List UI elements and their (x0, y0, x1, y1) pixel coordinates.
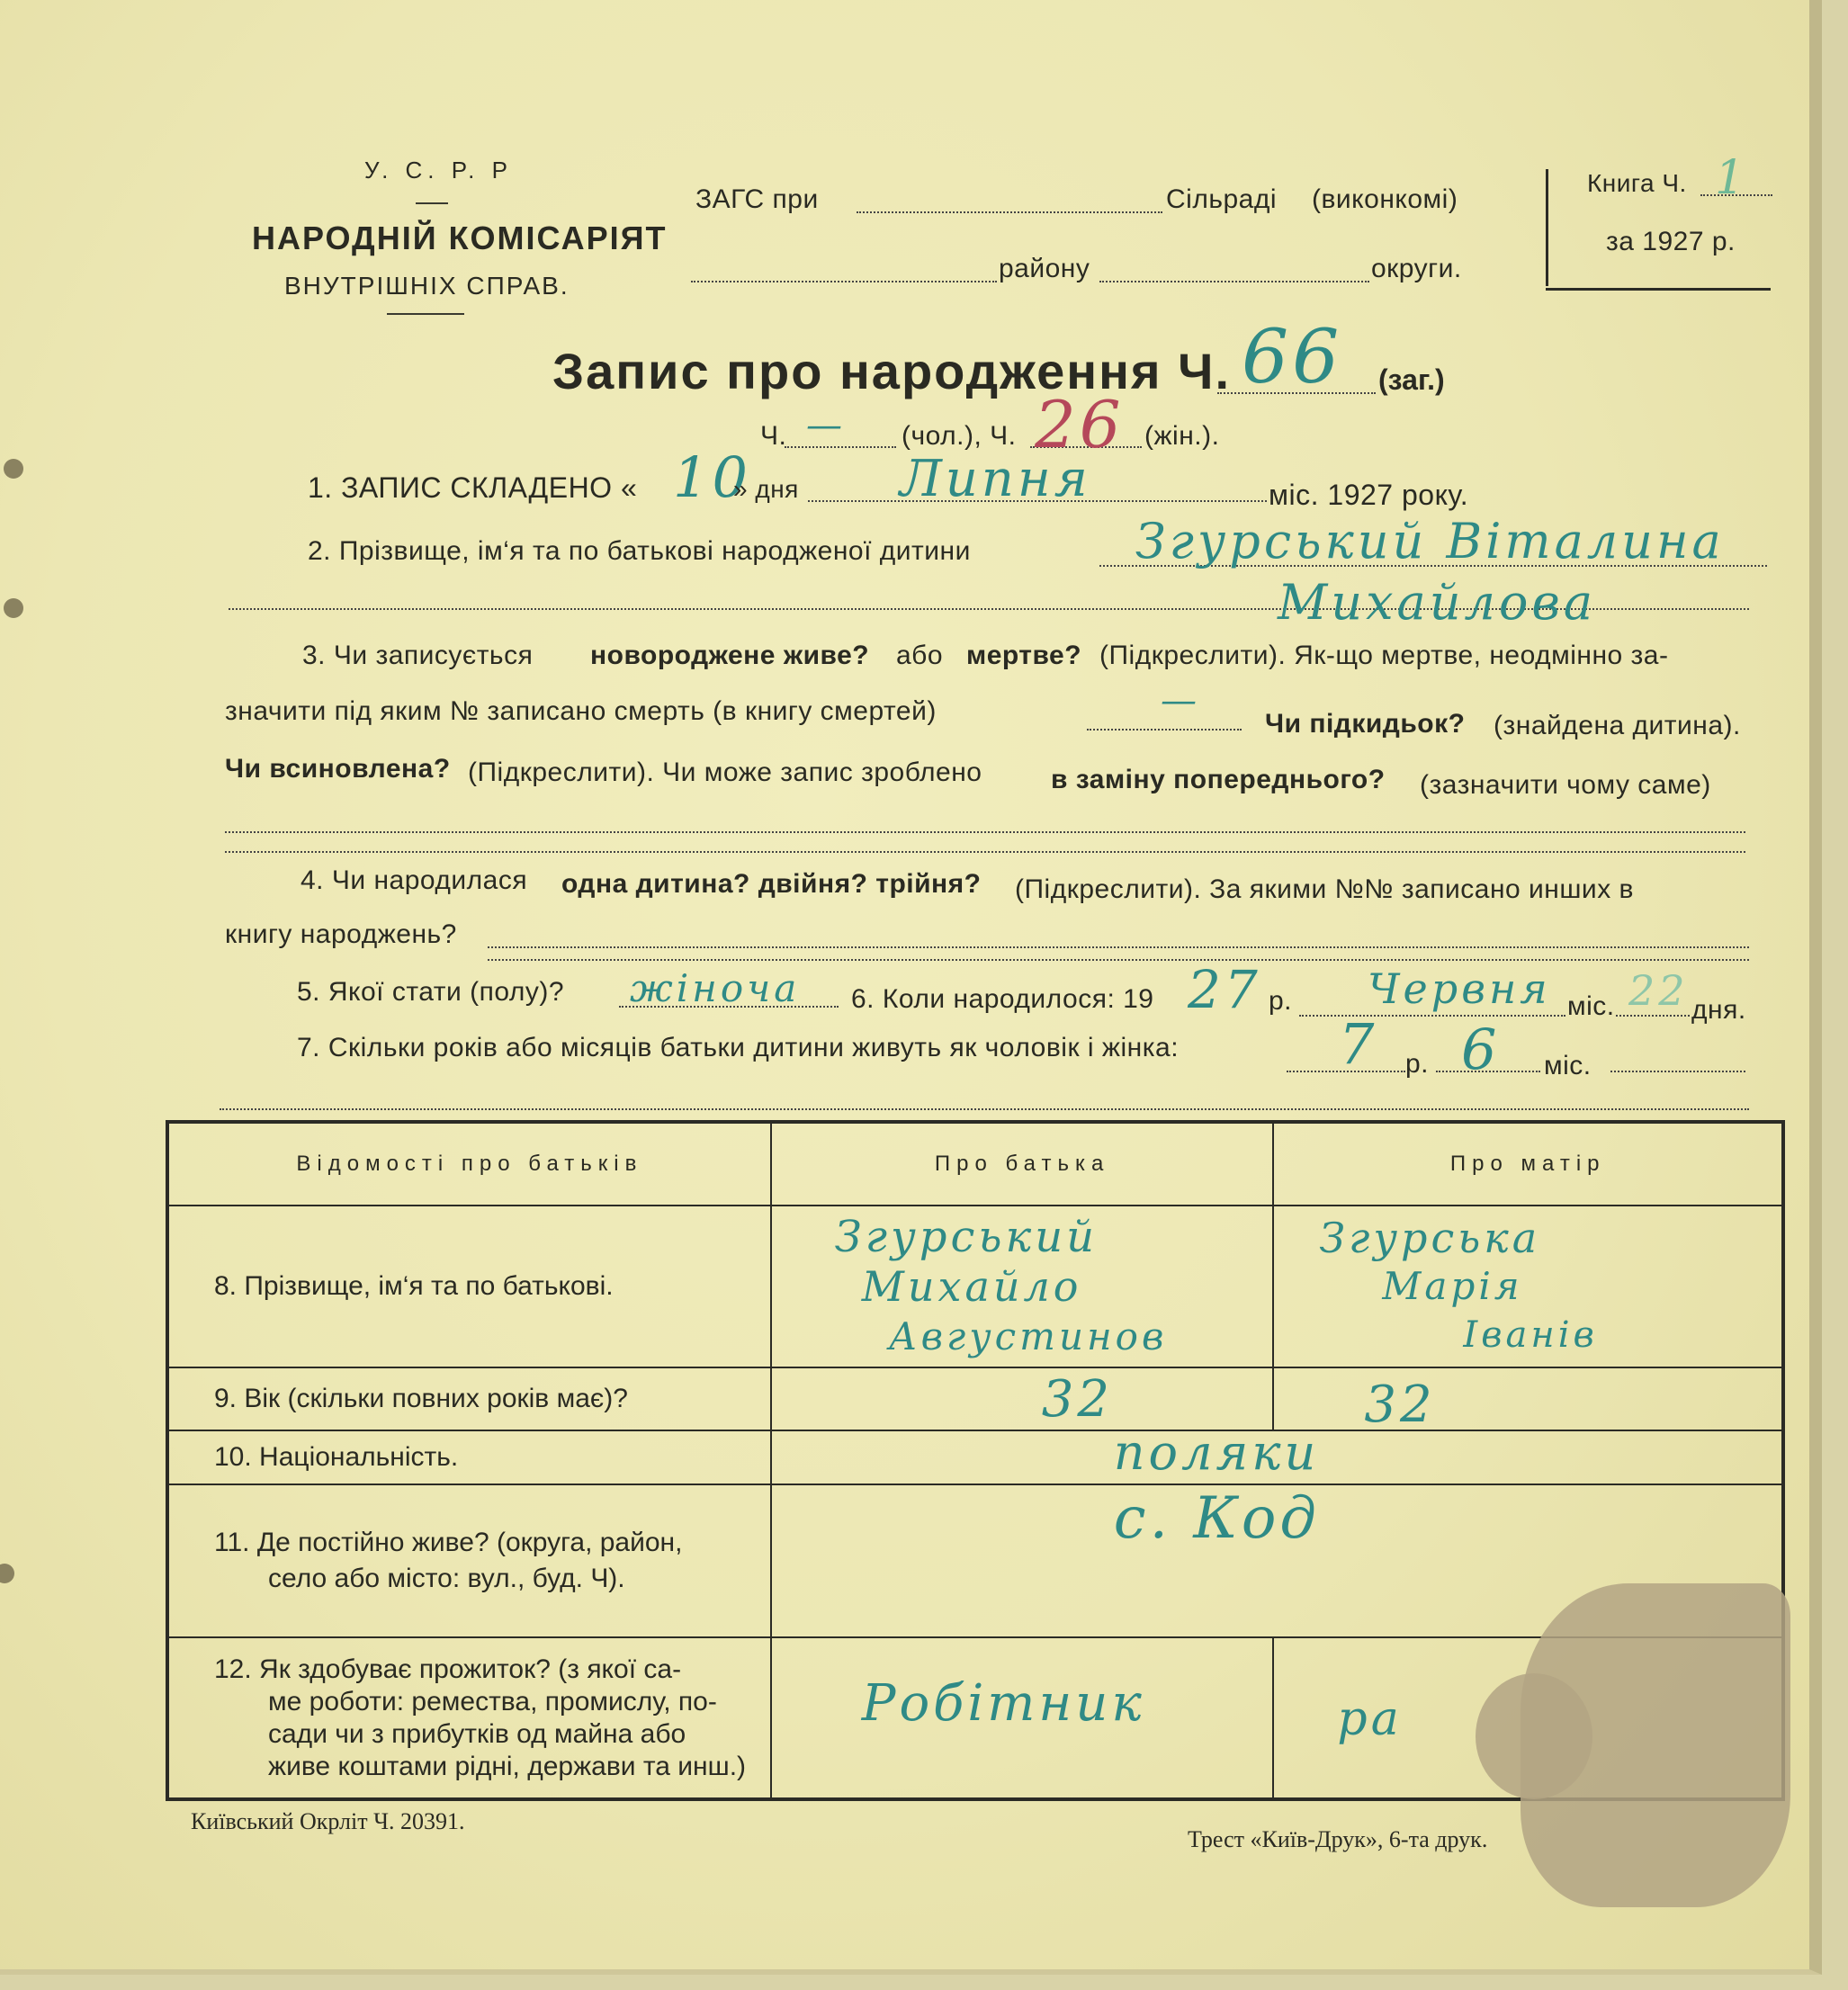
item7-years-handwritten: 7 (1339, 1011, 1378, 1077)
item7-months-handwritten: 6 (1461, 1017, 1501, 1082)
occupation-label-line1: 12. Як здобуває прожиток? (з якої са- (214, 1654, 682, 1684)
item7-field-tail[interactable] (1610, 1071, 1745, 1072)
item4-line1-c: (Підкреслити). За якими №№ записано инших в (1015, 874, 1634, 904)
occupation-label-line3: сади чи з прибутків од майна або (268, 1718, 686, 1749)
father-occupation-cell[interactable] (771, 1637, 1274, 1799)
item3-line1-a: 3. Чи записується (302, 641, 534, 670)
item3-line2-a: значити під яким № записано смерть (в книгу смертей) (225, 696, 937, 726)
occupation-label-line4: живе коштами рідні, держави та инш.) (268, 1751, 747, 1781)
item5-label: 5. Якої стати (полу)? (297, 977, 565, 1007)
item1-suffix: міс. 1927 року. (1269, 479, 1469, 511)
item3-line1-d: мертве? (966, 641, 1082, 670)
item3-death-number-handwritten: — (1161, 680, 1200, 722)
item3-line1-e: (Підкреслити). Як-що мертве, неодмінно за- (1099, 641, 1669, 670)
commissariat-subtitle: ВНУТРІШНІХ СПРАВ. (284, 272, 570, 300)
record-title: Запис про народження Ч. (552, 343, 1232, 399)
row-label-residence (167, 1484, 771, 1637)
residence-value: с. Код (1113, 1485, 1320, 1552)
item7-mis: міс. (1544, 1051, 1592, 1080)
book-number-handwritten: 1 (1715, 151, 1749, 205)
female-number-handwritten: 26 (1035, 387, 1125, 462)
table-header-row (167, 1122, 1783, 1206)
item4-other-numbers-field-2[interactable] (488, 959, 1749, 961)
item1-month-handwritten: Липня (900, 450, 1091, 508)
male-suffix: (чол.), Ч. (902, 421, 1017, 451)
male-number-handwritten: — (806, 405, 846, 446)
zags-exec-label: (виконкомі) (1312, 184, 1458, 214)
item4-other-numbers-field[interactable] (488, 946, 1749, 948)
residence-label-line1: 11. Де постійно живе? (округа, район, (214, 1528, 683, 1557)
item3-replacement-field-2[interactable] (225, 851, 1745, 853)
republic-label: У. С. Р. Р (364, 157, 513, 184)
okrug-label: округи. (1371, 254, 1462, 283)
footer-left: Київський Окрліт Ч. 20391. (191, 1808, 465, 1834)
item2-value-line2: Михайлова (1278, 574, 1597, 631)
item1-prefix: 1. ЗАПИС СКЛАДЕНО « (308, 471, 638, 504)
item1-mid: » дня (733, 475, 799, 503)
district-field[interactable] (691, 281, 997, 282)
book-box-left (1546, 169, 1548, 286)
item3-replacement-field[interactable] (225, 831, 1745, 833)
nationality-cell[interactable] (771, 1424, 1783, 1484)
father-age: 32 (1041, 1370, 1114, 1429)
item3-line2-c: (знайдена дитина). (1494, 711, 1741, 740)
table-row-name (167, 1206, 1783, 1367)
district-label: району (999, 254, 1090, 283)
zags-council-field[interactable] (857, 211, 1162, 213)
father-name-cell[interactable] (771, 1206, 1274, 1367)
item2-label: 2. Прізвище, ім‘я та по батькові народженої дитини (308, 536, 971, 566)
mother-name-cell[interactable] (1273, 1206, 1783, 1367)
item3-line3-a: Чи всиновлена? (225, 754, 451, 784)
item7-r: р. (1405, 1049, 1430, 1079)
item7-field-line2[interactable] (220, 1108, 1749, 1110)
item4-line1-a: 4. Чи народилася (301, 865, 528, 895)
item3-death-number-field[interactable] (1087, 729, 1242, 731)
item3-line3-c: в заміну попереднього? (1051, 765, 1386, 794)
item5-sex-handwritten: жіноча (630, 966, 801, 1010)
item2-value-line1: Згурський Віталина (1135, 513, 1725, 569)
header-info: Відомості про батьків (167, 1122, 771, 1206)
item4-line2: книгу народжень? (225, 919, 457, 949)
mother-given-name: Марія (1382, 1264, 1523, 1308)
residence-label-line2: село або місто: вул., буд. Ч). (268, 1564, 625, 1593)
father-age-cell[interactable] (771, 1367, 1274, 1430)
item1-day-handwritten: 10 (673, 444, 751, 510)
item6-mis: міс. (1567, 991, 1615, 1021)
table-row-residence (167, 1484, 1783, 1637)
mother-age-cell[interactable] (1273, 1367, 1783, 1434)
row-label-age: 9. Вік (скільки повних років має)? (167, 1367, 771, 1430)
item3-line1-b: новороджене живе? (590, 641, 870, 670)
item6-label: 6. Коли народилося: 19 (851, 984, 1154, 1014)
item6-day-field[interactable] (1616, 1015, 1690, 1017)
item3-line3-d: (зазначити чому саме) (1420, 770, 1711, 800)
table-row-nationality (167, 1430, 1783, 1484)
occupation-label-line2: ме роботи: ремества, промислу, по- (268, 1686, 717, 1717)
general-suffix: (заг.) (1378, 363, 1445, 396)
table-row-age (167, 1367, 1783, 1430)
okrug-field[interactable] (1099, 281, 1369, 282)
mother-occupation: ра (1337, 1692, 1403, 1746)
row-label-nationality: 10. Національність. (167, 1430, 771, 1484)
item7-label: 7. Скільки років або місяців батьки дитини живуть як чоловік і жінка: (297, 1033, 1180, 1062)
punch-hole (4, 598, 23, 618)
punch-hole (0, 1564, 14, 1583)
item4-line1-b: одна дитина? двійня? трійня? (561, 869, 982, 899)
male-number-field[interactable] (785, 446, 896, 448)
mother-patronymic: Іванів (1463, 1314, 1598, 1356)
zags-prefix: ЗАГС при (695, 184, 819, 214)
commissariat-title: НАРОДНІЙ КОМІСАРІЯТ (252, 220, 668, 256)
row-label-name: 8. Прізвище, ім‘я та по батькові. (167, 1206, 771, 1367)
mother-surname: Згурська (1319, 1214, 1541, 1262)
father-occupation: Робітник (861, 1674, 1145, 1733)
father-surname: Згурський (834, 1212, 1099, 1262)
book-label: Книга Ч. (1587, 169, 1687, 197)
header-mother: Про матір (1273, 1122, 1783, 1206)
item6-day-handwritten: 22 (1628, 966, 1689, 1015)
zags-council-label: Сільраді (1166, 184, 1278, 214)
general-number-handwritten: 66 (1242, 315, 1343, 400)
book-year: за 1927 р. (1606, 227, 1736, 256)
father-given-name: Михайло (861, 1262, 1082, 1311)
item3-line3-b: (Підкреслити). Чи може запис зроблено (468, 757, 982, 787)
item6-r: р. (1269, 986, 1293, 1016)
mother-age: 32 (1364, 1376, 1436, 1434)
item3-line1-c: або (896, 641, 944, 670)
item6-dnia: дня. (1691, 995, 1746, 1025)
row-label-occupation (167, 1637, 771, 1799)
paper-stain (1476, 1673, 1592, 1799)
item6-year-handwritten: 27 (1188, 959, 1261, 1020)
book-box-bottom (1546, 288, 1771, 291)
item3-line2-b: Чи підкидьок? (1265, 709, 1466, 739)
male-prefix: Ч. (760, 421, 787, 451)
footer-right: Трест «Київ-Друк», 6-та друк. (1188, 1826, 1488, 1852)
father-patronymic: Августинов (888, 1314, 1168, 1358)
female-suffix: (жін.). (1144, 421, 1220, 451)
header-father: Про батька (771, 1122, 1274, 1206)
item6-month-handwritten: Червня (1368, 964, 1551, 1013)
divider (416, 202, 448, 204)
nationality-value: поляки (1113, 1424, 1320, 1481)
punch-hole (4, 459, 23, 479)
divider (387, 313, 464, 315)
